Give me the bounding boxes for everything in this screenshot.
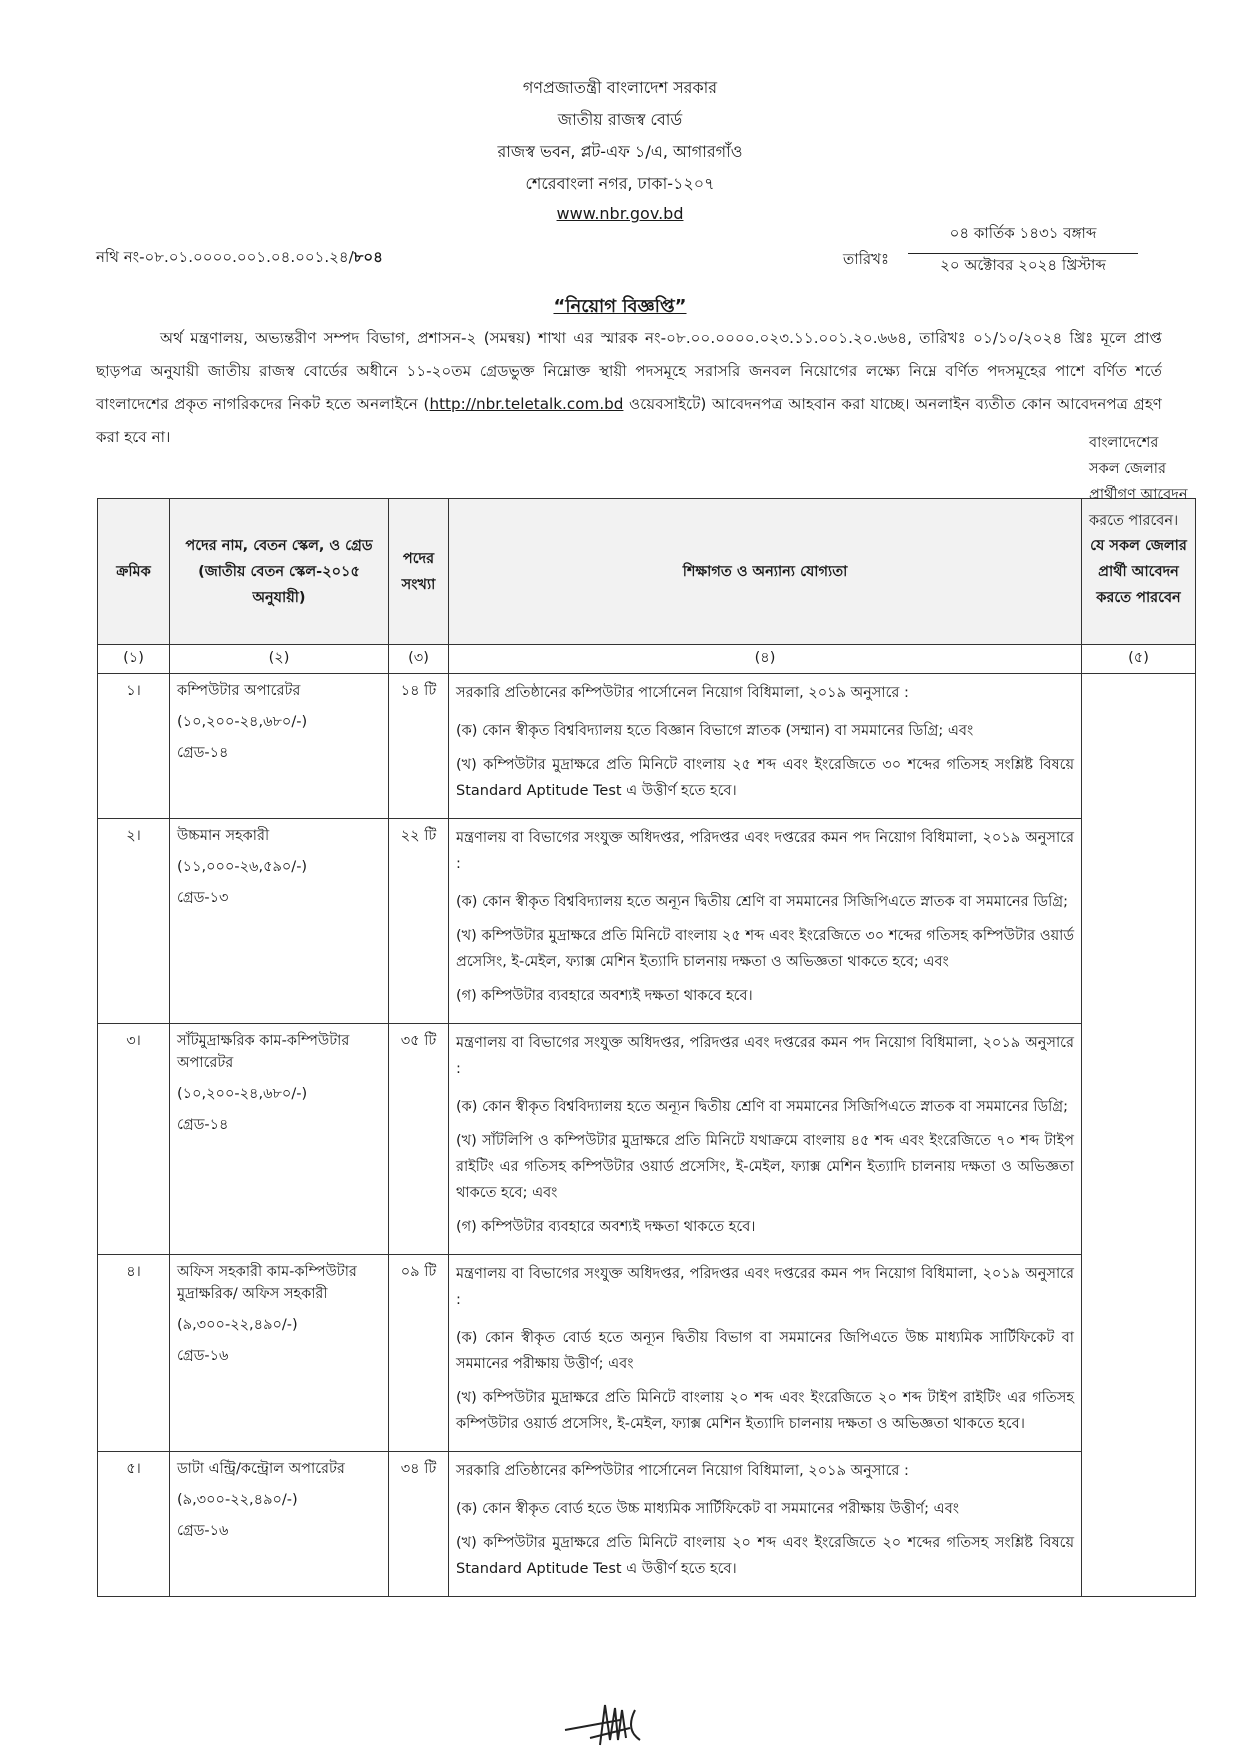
header-post: পদের নাম, বেতন স্কেল, ও গ্রেড (জাতীয় বেতন স্কেল-২০১৫ অনুযায়ী) [170,499,389,645]
pay-scale: (৯,৩০০-২২,৪৯০/-) [177,1317,298,1333]
notice-title-wrap [0,292,1240,323]
colnum: (৩) [389,645,449,674]
condition-item: (খ) কম্পিউটার মুদ্রাক্ষরে প্রতি মিনিটে বাংলায় ২০ শব্দ এবং ইংরেজিতে ২০ শব্দ টাইপ রাইটিং এর গতিসহ কম্পিউটার ওয়ার্ড প্রসেসিং, ই-মেইল, ফ্যাক্স মেশিন ইত্যাদি চালনায় দক্ষতা ও অভিজ্ঞতা থাকতে হবে। [456,1390,1074,1432]
row-count: ০৯ টি [389,1255,449,1452]
grade: গ্রেড-১৩ [177,890,229,906]
intro-text-1: অর্থ মন্ত্রণালয়, অভ্যন্তরীণ সম্পদ বিভাগ, প্রশাসন-২ (সমন্বয়) শাখা এর স্মারক নং-০৮.০০.০০০০.০২৩.১১.০০১.২০.৬৬৪, তারিখঃ ০১/১০/২০২৪ খ্রিঃ মূলে প্রাপ্ত ছাড়পত্র অনুযায়ী জাতীয় রাজস্ব বোর্ডের অধীনে ১১-২০তম গ্রেডভুক্ত নিম্নোক্ত স্থায়ী পদসমূহে সরাসরি জনবল নিয়োগের লক্ষ্যে নিম্নে বর্ণিত পদসমূহের পাশে বর্ণিত শর্তে বাংলাদেশের প্রকৃত নাগরিকদের নিকট হতে অনলাইনে ( [96,329,1162,413]
pay-scale: (১১,০০০-২৬,৫৯০/-) [177,859,308,875]
row-post [170,819,389,1024]
row-qualification [449,1452,1082,1597]
intro-text-2: ওয়েবসাইটে) আবেদনপত্র আহবান করা যাচ্ছে। অনলাইন ব্যতীত কোন আবেদনপত্র গ্রহণ করা হবে না। [96,395,1162,446]
table-row [98,1024,1196,1255]
memo-suffix: ৮০৪ [353,248,383,266]
rule-text: মন্ত্রণালয় বা বিভাগের সংযুক্ত অধিদপ্তর, পরিদপ্তর এবং দপ্তরের কমন পদ নিয়োগ বিধিমালা, ২০১৯ অনুসারে : [456,1035,1074,1077]
memo-number [96,246,383,271]
signature [560,1700,680,1750]
row-qualification [449,1255,1082,1452]
pay-scale: (১০,২০০-২৪,৬৮০/-) [177,1086,308,1102]
condition-item: (ক) কোন স্বীকৃত বোর্ড হতে অন্যূন দ্বিতীয় বিভাগ বা সমমানের জিপিএতে উচ্চ মাধ্যমিক সার্টিফিকেট বা সমমানের পরীক্ষায় উত্তীর্ণ; এবং [456,1330,1074,1372]
condition-item: (খ) কম্পিউটার মুদ্রাক্ষরে প্রতি মিনিটে বাংলায় ২৫ শব্দ এবং ইংরেজিতে ৩০ শব্দের গতিসহ সংশ্লিষ্ট বিষয়ে Standard Aptitude Test এ উত্তীর্ণ হতে হবে। [456,757,1074,799]
notice-title: “নিয়োগ বিজ্ঞপ্তি” [553,296,687,317]
column-number-row [98,645,1196,674]
vacancy-table [97,435,1196,1597]
post-name: উচ্চমান সহকারী [177,828,270,844]
post-name: কম্পিউটার অপারেটর [177,683,301,699]
date-label: তারিখঃ [843,250,889,268]
memo-prefix: নথি নং-০৮.০১.০০০০.০০১.০৪.০০১.২৪/ [96,248,354,266]
condition-item: (ক) কোন স্বীকৃত বোর্ড হতে উচ্চ মাধ্যমিক সার্টিফিকেট বা সমমানের পরীক্ষায় উত্তীর্ণ; এবং [456,1501,959,1517]
website-link[interactable]: www.nbr.gov.bd [556,204,684,223]
row-post [170,1024,389,1255]
colnum: (৪) [449,645,1082,674]
table-row [98,674,1196,819]
condition-item: (ক) কোন স্বীকৃত বিশ্ববিদ্যালয় হতে অন্যূন দ্বিতীয় শ্রেণি বা সমমানের সিজিপিএতে স্নাতক বা সমমানের ডিগ্রি; [456,894,1068,910]
condition-item: (ক) কোন স্বীকৃত বিশ্ববিদ্যালয় হতে অন্যূন দ্বিতীয় শ্রেণি বা সমমানের সিজিপিএতে স্নাতক বা সমমানের ডিগ্রি; [456,1099,1068,1115]
condition-item: (খ) সাঁটলিপি ও কম্পিউটার মুদ্রাক্ষরে প্রতি মিনিটে যথাক্রমে বাংলায় ৪৫ শব্দ এবং ইংরেজিতে ৭০ শব্দ টাইপ রাইটিং এর গতিসহ কম্পিউটার ওয়ার্ড প্রসেসিং, ই-মেইল, ফ্যাক্স মেশিন ইত্যাদি চালনায় দক্ষতা ও অভিজ্ঞতা থাকতে হবে; এবং [456,1133,1074,1201]
header-qualification: শিক্ষাগত ও অন্যান্য যোগ্যতা [449,499,1082,645]
rule-text: মন্ত্রণালয় বা বিভাগের সংযুক্ত অধিদপ্তর, পরিদপ্তর এবং দপ্তরের কমন পদ নিয়োগ বিধিমালা, ২০১৯ অনুসারে : [456,830,1074,872]
row-post [170,674,389,819]
row-qualification [449,674,1082,819]
district-text: বাংলাদেশের সকল জেলার প্রার্থীগণ আবেদন করতে পারবেন। [1089,435,1188,529]
pay-scale: (৯,৩০০-২২,৪৯০/-) [177,1492,298,1508]
row-serial: ১। [98,674,170,819]
post-name: সাঁটমুদ্রাক্ষরিক কাম-কম্পিউটার অপারেটর [177,1033,350,1071]
condition-item: (খ) কম্পিউটার মুদ্রাক্ষরে প্রতি মিনিটে বাংলায় ২০ শব্দ এবং ইংরেজিতে ২০ শব্দের গতিসহ সংশ্লিষ্ট বিষয়ে Standard Aptitude Test এ উত্তীর্ণ হতে হবে। [456,1535,1074,1577]
grade: গ্রেড-১৬ [177,1523,229,1539]
row-count: ৩৫ টি [389,1024,449,1255]
org-name: জাতীয় রাজস্ব বোর্ড [557,110,683,129]
rule-text: মন্ত্রণালয় বা বিভাগের সংযুক্ত অধিদপ্তর, পরিদপ্তর এবং দপ্তরের কমন পদ নিয়োগ বিধিমালা, ২০১৯ অনুসারে : [456,1266,1074,1308]
post-name: ডাটা এন্ট্রি/কন্ট্রোল অপারেটর [177,1461,345,1477]
rule-text: সরকারি প্রতিষ্ঠানের কম্পিউটার পার্সোনেল নিয়োগ বিধিমালা, ২০১৯ অনুসারে : [456,1463,909,1479]
colnum: (১) [98,645,170,674]
date-bangla: ০৪ কার্তিক ১৪৩১ বঙ্গাব্দ [908,222,1138,254]
grade: গ্রেড-১৬ [177,1348,229,1364]
header-serial: ক্রমিক [98,499,170,645]
row-serial: ৪। [98,1255,170,1452]
header-count: পদের সংখ্যা [389,499,449,645]
grade: গ্রেড-১৪ [177,745,229,761]
pay-scale: (১০,২০০-২৪,৬৮০/-) [177,714,308,730]
colnum: (২) [170,645,389,674]
address-line-1: রাজস্ব ভবন, প্লট-এফ ১/এ, আগারগাঁও [497,142,743,161]
header-district: যে সকল জেলার প্রার্থী আবেদন করতে পারবেন [1082,499,1196,645]
table-row [98,1452,1196,1597]
table-row [98,1255,1196,1452]
table-header-row [98,499,1196,645]
grade: গ্রেড-১৪ [177,1117,229,1133]
condition-item: (গ) কম্পিউটার ব্যবহারে অবশ্যই দক্ষতা থাকবে হবে। [456,988,753,1004]
condition-item: (খ) কম্পিউটার মুদ্রাক্ষরে প্রতি মিনিটে বাংলায় ২৫ শব্দ এবং ইংরেজিতে ৩০ শব্দের গতিসহ কম্পিউটার ওয়ার্ড প্রসেসিং, ই-মেইল, ফ্যাক্স মেশিন ইত্যাদি চালনায় দক্ষতা ও অভিজ্ঞতা থাকতে হবে; এবং [456,928,1074,970]
row-serial: ৩। [98,1024,170,1255]
condition-item: (ক) কোন স্বীকৃত বিশ্ববিদ্যালয় হতে বিজ্ঞান বিভাগে স্নাতক (সম্মান) বা সমমানের ডিগ্রি; এবং [456,723,974,739]
row-post [170,1452,389,1597]
row-serial: ২। [98,819,170,1024]
row-count: ১৪ টি [389,674,449,819]
teletalk-link[interactable]: http://nbr.teletalk.com.bd [429,395,624,413]
date-gregorian: ২০ অক্টোবর ২০২৪ খ্রিস্টাব্দ [940,256,1106,274]
condition-item: (গ) কম্পিউটার ব্যবহারে অবশ্যই দক্ষতা থাকতে হবে। [456,1219,756,1235]
intro-paragraph [96,322,1162,454]
address-line-2: শেরেবাংলা নগর, ঢাকা-১২০৭ [525,174,715,193]
row-serial: ৫। [98,1452,170,1597]
rule-text: সরকারি প্রতিষ্ঠানের কম্পিউটার পার্সোনেল নিয়োগ বিধিমালা, ২০১৯ অনুসারে : [456,685,909,701]
row-qualification [449,1024,1082,1255]
row-count: ২২ টি [389,819,449,1024]
govt-name: গণপ্রজাতন্ত্রী বাংলাদেশ সরকার [522,78,718,97]
row-count: ৩৪ টি [389,1452,449,1597]
post-name: অফিস সহকারী কাম-কম্পিউটার মুদ্রাক্ষরিক/ অফিস সহকারী [177,1264,357,1302]
row-post [170,1255,389,1452]
row-qualification [449,819,1082,1024]
colnum: (৫) [1082,645,1196,674]
table-row [98,819,1196,1024]
